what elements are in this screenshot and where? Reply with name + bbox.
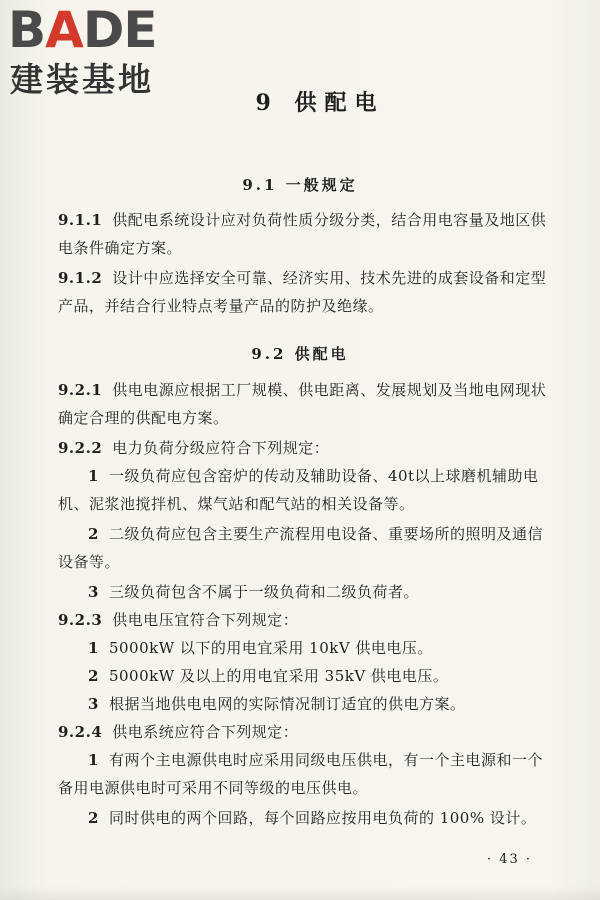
clause-number: 9.2.2 <box>58 439 103 457</box>
item-text: 同时供电的两个回路，每个回路应按用电负荷的 100% 设计。 <box>108 809 537 827</box>
item-text: 有两个主电源供电时应采用同级电压供电，有一个主电源和一个备用电源供电时可采用不同等级的电压供电。 <box>58 751 543 797</box>
section-title: 9.2 供配电 <box>251 345 349 363</box>
clause-item <box>58 804 548 832</box>
item-text: 5000kW 及以上的用电宜采用 35kV 供电电压。 <box>108 667 449 685</box>
clause-9-2-2 <box>58 434 548 462</box>
clause-item <box>58 746 548 802</box>
section-title: 9.1 一般规定 <box>242 176 358 194</box>
clause-number: 9.2.3 <box>58 611 103 629</box>
clause-9-2-4 <box>58 718 548 746</box>
item-text: 三级负荷包含不属于一级负荷和二级负荷者。 <box>108 583 419 601</box>
clause-text: 供电电源应根据工厂规模、供电距离、发展规划及当地电网现状确定合理的供配电方案。 <box>58 381 547 427</box>
logo-subtitle: 建装基地 <box>10 60 154 99</box>
item-number: 1 <box>88 639 99 657</box>
item-number: 3 <box>88 583 99 601</box>
clause-text: 供电系统应符合下列规定： <box>112 723 299 741</box>
clause-number: 9.1.2 <box>58 269 103 287</box>
clause-number: 9.2.1 <box>58 381 103 399</box>
chapter-title: 9 供配电 <box>255 90 385 116</box>
clause-item <box>58 690 548 718</box>
clause-item <box>58 462 548 518</box>
clause-9-2-1 <box>58 376 548 432</box>
clause-9-1-1 <box>58 206 548 262</box>
clause-number: 9.2.4 <box>58 723 103 741</box>
item-text: 根据当地供电电网的实际情况制订适宜的供电方案。 <box>108 695 466 713</box>
item-number: 2 <box>88 525 99 543</box>
clause-item <box>58 578 548 606</box>
item-number: 1 <box>88 751 99 769</box>
logo-wordmark: BADE <box>8 1 157 59</box>
clause-text: 电力负荷分级应符合下列规定： <box>112 439 330 457</box>
item-text: 5000kW 以下的用电宜采用 10kV 供电电压。 <box>108 639 433 657</box>
item-number: 2 <box>88 667 99 685</box>
clause-9-2-3 <box>58 606 548 634</box>
clause-text: 供配电系统设计应对负荷性质分级分类，结合用电容量及地区供电条件确定方案。 <box>58 211 547 257</box>
clause-number: 9.1.1 <box>58 211 103 229</box>
clause-item <box>58 662 548 690</box>
item-number: 1 <box>88 467 99 485</box>
item-text: 二级负荷应包含主要生产流程用电设备、重要场所的照明及通信设备等。 <box>58 525 543 571</box>
clause-item <box>58 520 548 576</box>
item-number: 3 <box>88 695 99 713</box>
page-edge-shadow <box>0 886 600 900</box>
clause-text: 供电电压宜符合下列规定： <box>112 611 299 629</box>
item-number: 2 <box>88 809 99 827</box>
clause-text: 设计中应选择安全可靠、经济实用、技术先进的成套设备和定型产品，并结合行业特点考量产品的防护及绝缘。 <box>58 269 547 315</box>
clause-item <box>58 634 548 662</box>
item-text: 一级负荷应包含窑炉的传动及辅助设备、40t以上球磨机辅助电机、泥浆池搅拌机、煤气站和配气站的相关设备等。 <box>58 467 539 513</box>
page-number: · 43 · <box>486 852 532 867</box>
clause-9-1-2 <box>58 264 548 320</box>
